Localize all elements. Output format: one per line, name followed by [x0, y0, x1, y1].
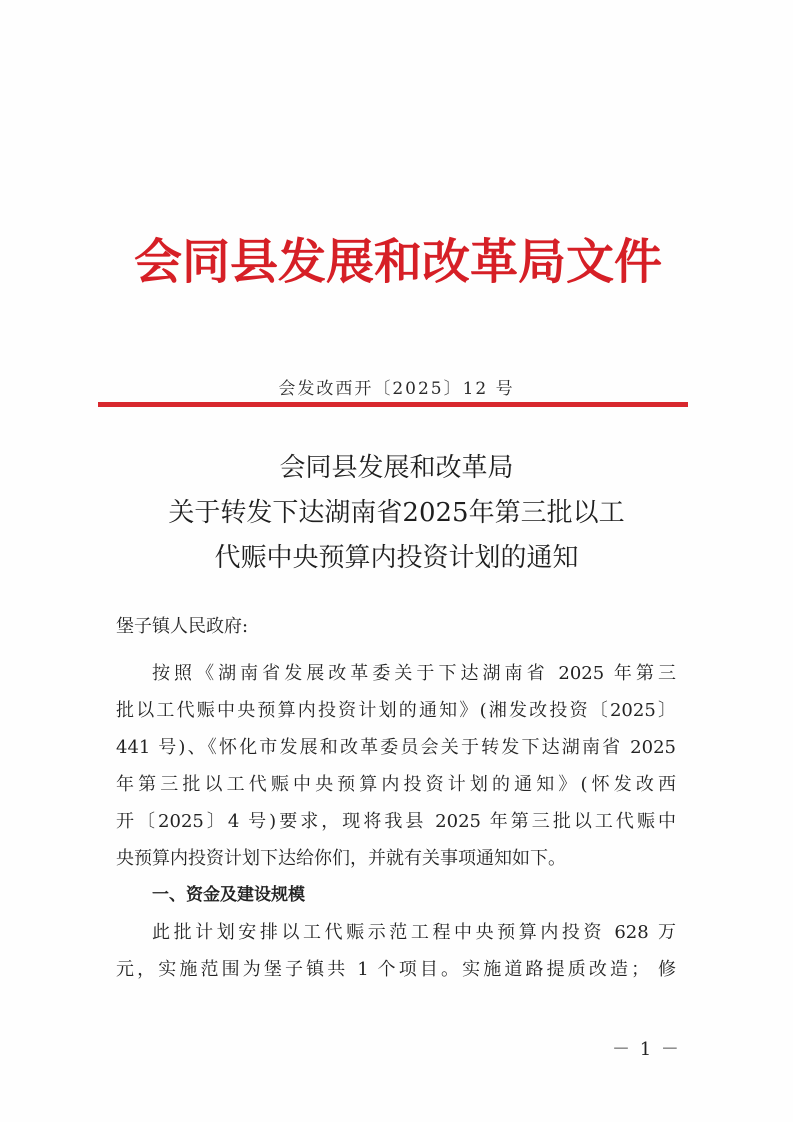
- red-separator-line: [98, 402, 688, 407]
- paragraph-line: 此批计划安排以工代赈示范工程中央预算内投资 628 万: [152, 922, 676, 943]
- paragraph-line: 441 号)、《怀化市发展和改革委员会关于转发下达湖南省 2025: [116, 737, 676, 758]
- section-heading: 一、资金及建设规模: [152, 885, 305, 905]
- paragraph-line: 开〔2025〕4 号)要求，现将我县 2025 年第三批以工代赈中: [116, 811, 676, 832]
- salutation: 堡子镇人民政府:: [116, 616, 249, 637]
- document-number: 会发改西开〔2025〕12 号: [278, 379, 515, 399]
- title-line: 会同县发展和改革局: [279, 453, 514, 483]
- paragraph-line: 批以工代赈中央预算内投资计划的通知》(湘发改投资〔2025〕: [116, 700, 676, 721]
- paragraph-line: 年第三批以工代赈中央预算内投资计划的通知》(怀发改西: [116, 774, 676, 795]
- paragraph-line: 央预算内投资计划下达给你们，并就有关事项通知如下。: [116, 848, 566, 869]
- paragraph-line: 元，实施范围为堡子镇共 1 个项目。实施道路提质改造； 修: [116, 959, 676, 980]
- red-header-title: 会同县发展和改革局文件: [133, 234, 662, 290]
- page-number: － 1 －: [612, 1039, 681, 1060]
- paragraph-line: 按照《湖南省发展改革委关于下达湖南省 2025 年第三: [152, 663, 676, 684]
- title-line: 代赈中央预算内投资计划的通知: [214, 543, 579, 573]
- document-body: [116, 655, 676, 988]
- title-line: 关于转发下达湖南省2025年第三批以工: [168, 498, 625, 528]
- document-title: [0, 446, 793, 581]
